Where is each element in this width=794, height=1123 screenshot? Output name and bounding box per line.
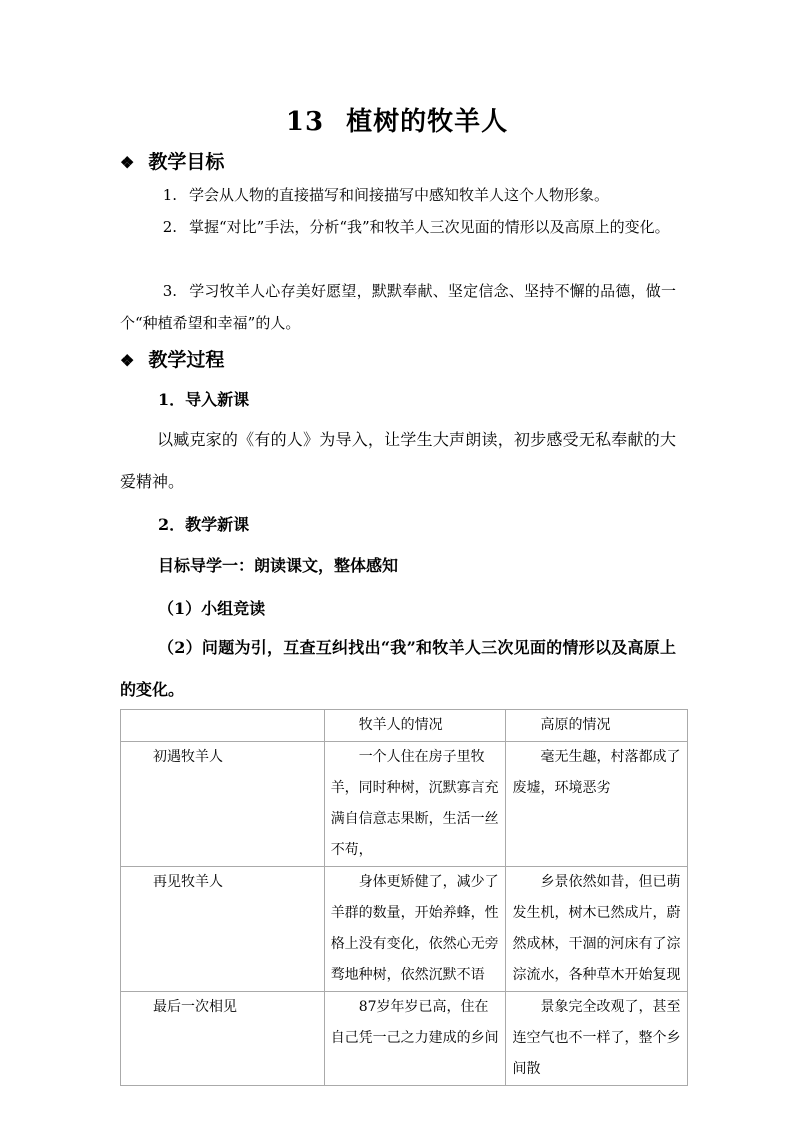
- table-row: [121, 867, 688, 992]
- shepherd-cell: 身体更矫健了，减少了羊群的数量，开始养蜂，性格上没有变化，依然心无旁骛地种树，依然沉默不语: [324, 867, 506, 992]
- item2-text: （2）问题为引，互查互纠找出“我”和牧羊人三次见面的情形以及高原上的变化。: [120, 638, 676, 699]
- page-title: [0, 101, 794, 138]
- diamond-bullet-icon: ❖: [120, 351, 135, 370]
- shepherd-cell: 一个人住在房子里牧羊，同时种树，沉默寡言充满自信意志果断，生活一丝不苟，: [324, 742, 506, 867]
- goal-item-1: 1. 学会从人物的直接描写和间接描写中感知牧羊人这个人物形象。: [162, 186, 610, 204]
- goal-item-2: 2. 掌握“对比”手法，分析“我”和牧羊人三次见面的情形以及高原上的变化。: [162, 218, 670, 236]
- table-header-cell: 牧羊人的情况: [324, 710, 506, 742]
- target1-title: 目标导学一：朗读课文，整体感知: [158, 556, 399, 575]
- shepherd-cell: 87岁年岁已高，住在自己凭一己之力建成的乡间: [324, 992, 506, 1086]
- lesson-title: 植树的牧羊人: [346, 107, 509, 137]
- plateau-cell: 乡景依然如昔，但已萌发生机，树木已然成片，蔚然成林，干涸的河床有了淙淙流水，各种草木开始复现: [506, 867, 688, 992]
- step1-title: 1．导入新课: [158, 390, 250, 409]
- comparison-table: [120, 709, 688, 1086]
- row-label: 再见牧羊人: [121, 867, 325, 992]
- table-header-cell: [121, 710, 325, 742]
- diamond-bullet-icon: ❖: [120, 153, 135, 172]
- plateau-cell: 景象完全改观了，甚至连空气也不一样了，整个乡间散: [506, 992, 688, 1086]
- row-label: 初遇牧羊人: [121, 742, 325, 867]
- item1-text: （1）小组竞读: [158, 599, 266, 618]
- step1-text: 以臧克家的《有的人》为导入，让学生大声朗读，初步感受无私奉献的大爱精神。: [120, 430, 676, 491]
- table-header-row: [121, 710, 688, 742]
- lesson-number: 13: [285, 107, 325, 137]
- table-row: [121, 992, 688, 1086]
- table-row: [121, 742, 688, 867]
- row-label: 最后一次相见: [121, 992, 325, 1086]
- plateau-cell: 毫无生趣，村落都成了废墟，环境恶劣: [506, 742, 688, 867]
- step2-title: 2．教学新课: [158, 515, 250, 534]
- table-header-cell: 高原的情况: [506, 710, 688, 742]
- goal-item-3: 3. 学习牧羊人心存美好愿望，默默奉献、坚定信念、坚持不懈的品德，做一个“种植希望和幸福”的人。: [120, 282, 676, 332]
- process-heading: ❖ 教学过程: [120, 349, 225, 371]
- goals-heading: ❖ 教学目标: [120, 151, 225, 173]
